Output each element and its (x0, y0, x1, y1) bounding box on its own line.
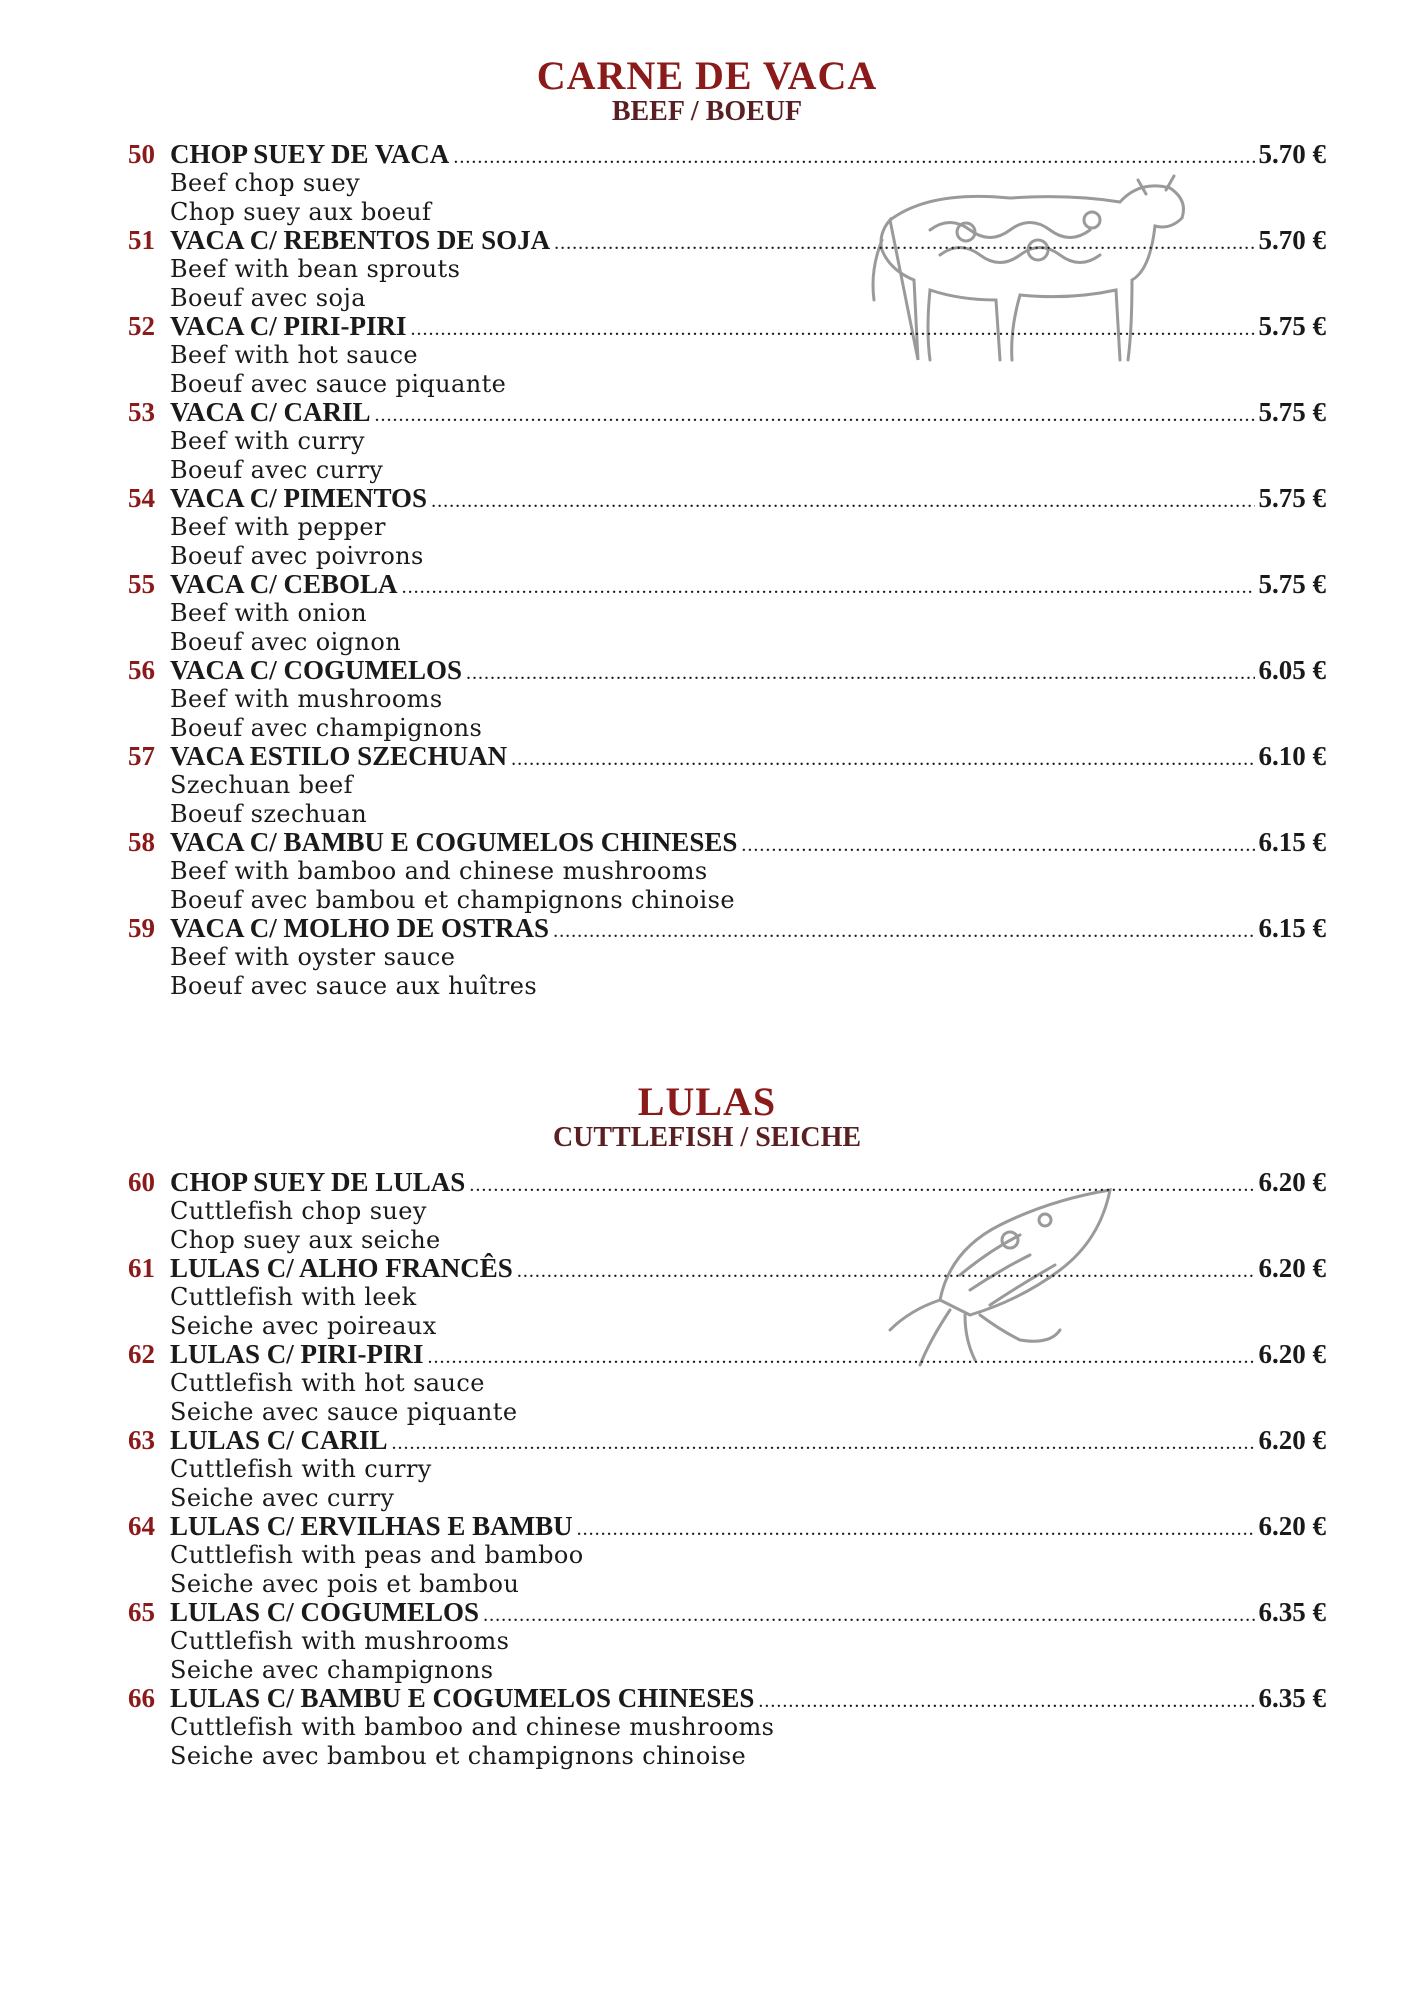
item-french: Seiche avec curry (170, 1483, 395, 1512)
item-price: 6.10 € (1258, 741, 1326, 771)
leader-dots (577, 1515, 1255, 1544)
item-french: Seiche avec champignons (170, 1655, 494, 1684)
item-french: Boeuf avec champignons (170, 713, 483, 742)
item-number: 52 (128, 311, 155, 341)
leader-dots (511, 745, 1254, 774)
item-name: VACA C/ REBENTOS DE SOJA (170, 225, 551, 255)
list-item (128, 226, 1326, 312)
list-item (128, 398, 1326, 484)
item-name: VACA C/ CARIL (170, 397, 371, 427)
item-name: LULAS C/ ALHO FRANCÊS (170, 1253, 513, 1283)
leader-dots (431, 487, 1254, 516)
item-english: Cuttlefish with peas and bamboo (170, 1541, 584, 1569)
item-french: Boeuf szechuan (170, 799, 368, 828)
item-french: Seiche avec poireaux (170, 1311, 437, 1340)
item-price: 5.75 € (1258, 397, 1326, 427)
item-price: 5.75 € (1258, 311, 1326, 341)
item-number: 58 (128, 827, 155, 857)
list-item (128, 1340, 1326, 1426)
item-english: Cuttlefish with hot sauce (170, 1369, 485, 1397)
leader-dots (553, 917, 1254, 946)
item-name: LULAS C/ PIRI-PIRI (170, 1339, 424, 1369)
item-french: Chop suey aux boeuf (170, 197, 432, 226)
leader-dots (375, 401, 1255, 430)
item-price: 6.20 € (1258, 1425, 1326, 1455)
list-item (128, 570, 1326, 656)
item-english: Szechuan beef (170, 771, 353, 799)
cuttlefish-section (0, 1079, 1414, 1154)
item-french: Seiche avec sauce piquante (170, 1397, 518, 1426)
item-price: 6.20 € (1258, 1339, 1326, 1369)
item-name: VACA C/ COGUMELOS (170, 655, 463, 685)
item-english: Beef chop suey (170, 169, 361, 197)
list-item (128, 828, 1326, 914)
item-english: Cuttlefish with bamboo and chinese mushrooms (170, 1713, 775, 1741)
list-item (128, 1426, 1326, 1512)
item-english: Beef with hot sauce (170, 341, 419, 369)
list-item (128, 484, 1326, 570)
leader-dots (741, 831, 1254, 860)
item-price: 6.20 € (1258, 1511, 1326, 1541)
leader-dots (466, 659, 1254, 688)
item-price: 6.35 € (1258, 1683, 1326, 1713)
item-name: LULAS C/ CARIL (170, 1425, 388, 1455)
leader-dots (428, 1343, 1255, 1372)
item-name: VACA C/ PIMENTOS (170, 483, 428, 513)
item-name: CHOP SUEY DE VACA (170, 139, 450, 169)
item-number: 51 (128, 225, 155, 255)
item-number: 61 (128, 1253, 155, 1283)
item-english: Cuttlefish chop suey (170, 1197, 427, 1225)
item-french: Boeuf avec soja (170, 283, 366, 312)
list-item (128, 1684, 1326, 1770)
leader-dots (554, 229, 1254, 258)
beef-section (0, 53, 1414, 128)
list-item (128, 914, 1326, 1000)
leader-dots (517, 1257, 1255, 1286)
list-item (128, 1254, 1326, 1340)
item-price: 5.70 € (1258, 225, 1326, 255)
item-english: Beef with mushrooms (170, 685, 443, 713)
list-item (128, 1598, 1326, 1684)
item-price: 6.35 € (1258, 1597, 1326, 1627)
item-number: 55 (128, 569, 155, 599)
item-english: Beef with bean sprouts (170, 255, 461, 283)
list-item (128, 742, 1326, 828)
item-number: 56 (128, 655, 155, 685)
beef-section-title: CARNE DE VACA (536, 53, 878, 98)
item-english: Beef with curry (170, 427, 365, 455)
item-number: 59 (128, 913, 155, 943)
item-number: 65 (128, 1597, 155, 1627)
item-french: Boeuf avec poivrons (170, 541, 424, 570)
item-english: Beef with onion (170, 599, 367, 627)
item-price: 6.15 € (1258, 827, 1326, 857)
item-price: 5.70 € (1258, 139, 1326, 169)
list-item (128, 140, 1326, 226)
item-number: 64 (128, 1511, 155, 1541)
item-price: 6.20 € (1258, 1253, 1326, 1283)
cuttlefish-section-subtitle: CUTTLEFISH / SEICHE (552, 1122, 862, 1153)
item-number: 57 (128, 741, 155, 771)
beef-section-subtitle: BEEF / BOEUF (611, 96, 803, 127)
item-french: Boeuf avec bambou et champignons chinoise (170, 885, 735, 914)
item-name: VACA ESTILO SZECHUAN (170, 741, 508, 771)
item-number: 60 (128, 1167, 155, 1197)
leader-dots (758, 1687, 1254, 1716)
item-price: 6.20 € (1258, 1167, 1326, 1197)
item-english: Cuttlefish with leek (170, 1283, 417, 1311)
list-item (128, 1168, 1326, 1254)
leader-dots (453, 143, 1254, 172)
item-name: LULAS C/ ERVILHAS E BAMBU (170, 1511, 573, 1541)
item-number: 63 (128, 1425, 155, 1455)
item-number: 54 (128, 483, 155, 513)
item-name: VACA C/ MOLHO DE OSTRAS (170, 913, 550, 943)
cuttlefish-section-title: LULAS (637, 1079, 777, 1124)
item-name: CHOP SUEY DE LULAS (170, 1167, 466, 1197)
list-item (128, 312, 1326, 398)
item-french: Boeuf avec curry (170, 455, 384, 484)
item-number: 53 (128, 397, 155, 427)
item-english: Beef with bamboo and chinese mushrooms (170, 857, 708, 885)
item-english: Cuttlefish with mushrooms (170, 1627, 510, 1655)
item-english: Cuttlefish with curry (170, 1455, 432, 1483)
item-name: VACA C/ PIRI-PIRI (170, 311, 407, 341)
list-item (128, 656, 1326, 742)
item-name: LULAS C/ BAMBU E COGUMELOS CHINESES (170, 1683, 755, 1713)
item-price: 6.05 € (1258, 655, 1326, 685)
item-french: Boeuf avec sauce aux huîtres (170, 971, 538, 1000)
item-number: 50 (128, 139, 155, 169)
item-name: VACA C/ CEBOLA (170, 569, 398, 599)
item-name: LULAS C/ COGUMELOS (170, 1597, 480, 1627)
cuttlefish-item-list (128, 1168, 1326, 1770)
item-english: Beef with oyster sauce (170, 943, 456, 971)
item-french: Seiche avec bambou et champignons chinoise (170, 1741, 747, 1770)
list-item (128, 1512, 1326, 1598)
item-french: Boeuf avec sauce piquante (170, 369, 507, 398)
item-price: 6.15 € (1258, 913, 1326, 943)
item-number: 62 (128, 1339, 155, 1369)
item-french: Seiche avec pois et bambou (170, 1569, 520, 1598)
item-number: 66 (128, 1683, 155, 1713)
item-english: Beef with pepper (170, 513, 386, 541)
item-price: 5.75 € (1258, 569, 1326, 599)
leader-dots (392, 1429, 1255, 1458)
beef-item-list (128, 140, 1326, 1000)
leader-dots (402, 573, 1255, 602)
leader-dots (483, 1601, 1254, 1630)
leader-dots (469, 1171, 1254, 1200)
item-french: Chop suey aux seiche (170, 1225, 441, 1254)
leader-dots (411, 315, 1255, 344)
item-price: 5.75 € (1258, 483, 1326, 513)
item-french: Boeuf avec oignon (170, 627, 402, 656)
item-name: VACA C/ BAMBU E COGUMELOS CHINESES (170, 827, 738, 857)
